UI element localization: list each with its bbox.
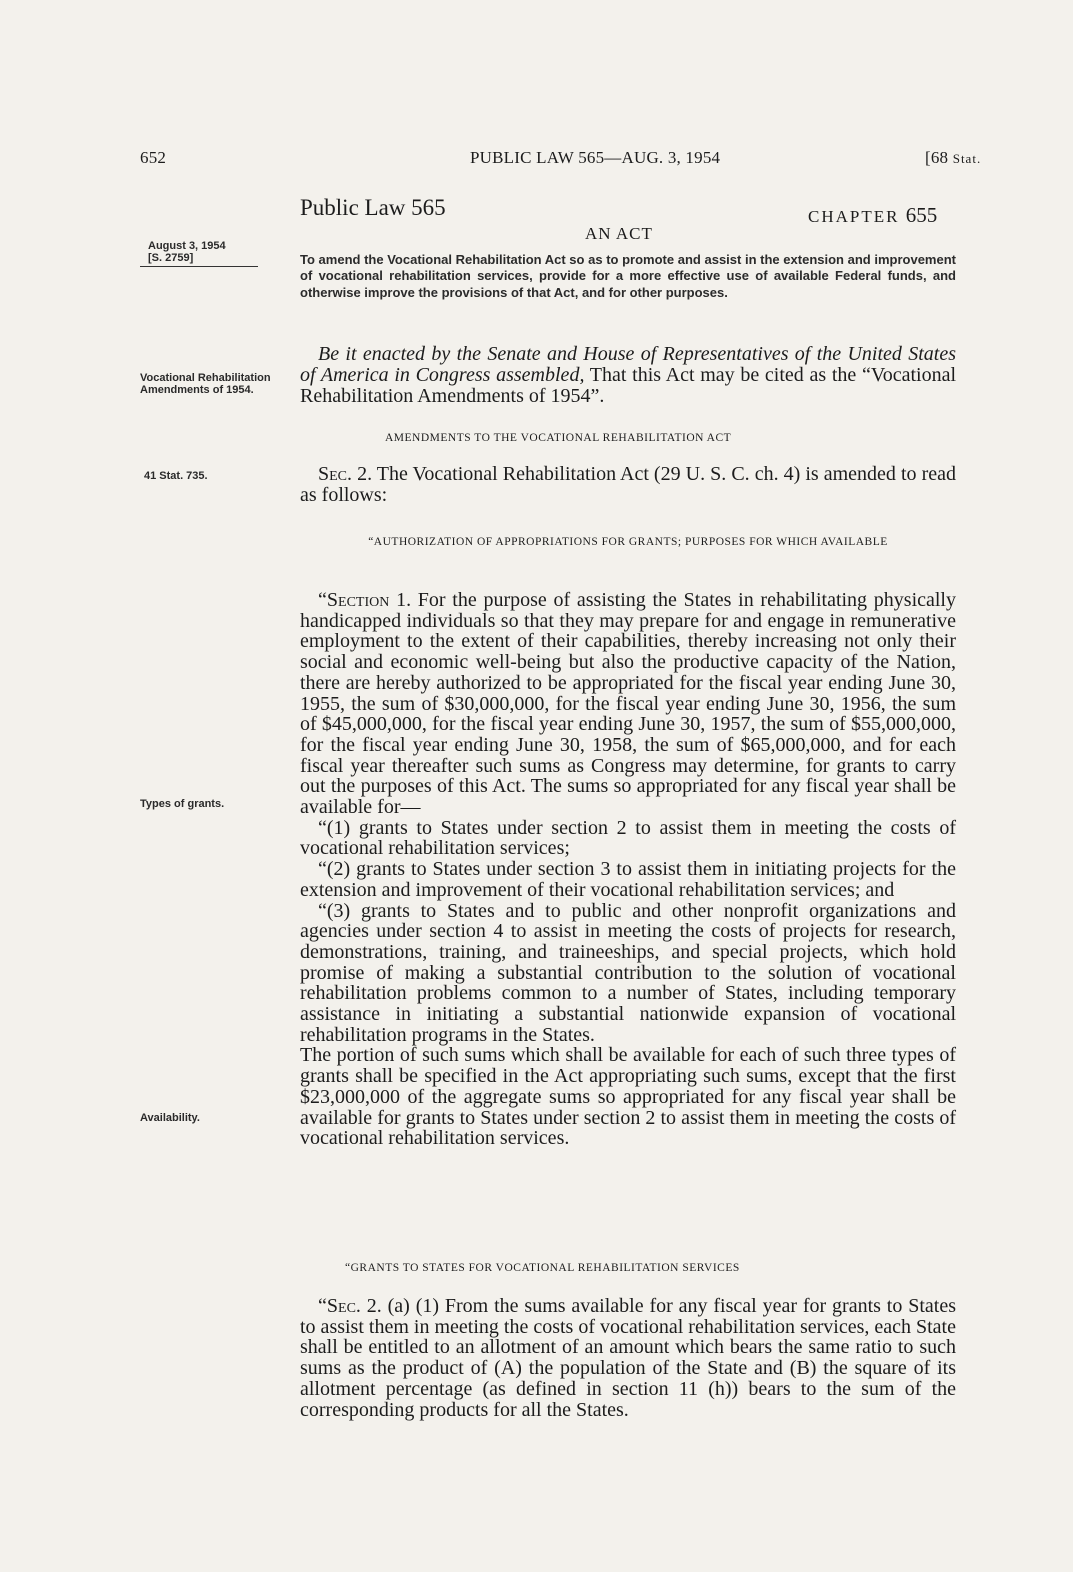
authorization-heading: “AUTHORIZATION OF APPROPRIATIONS FOR GRANTS; PURPOSES FOR WHICH AVAILABLE (368, 536, 888, 548)
section-label: Section (326, 589, 390, 611)
margin-bill-number: [S. 2759] (148, 252, 194, 264)
sec-label: Sec. (318, 463, 353, 485)
margin-availability: Availability. (140, 1112, 200, 1124)
chapter-heading (808, 203, 937, 228)
section-2a-paragraph (300, 1296, 956, 1420)
margin-date: August 3, 1954 (148, 240, 226, 252)
sec-label: Sec. (326, 1295, 361, 1317)
section-2-amending (300, 464, 956, 505)
clause-2: “(2) grants to States under section 3 to assist them in initiating projects for the extension and improvement of their vocational rehabilitation services; and (300, 858, 956, 901)
amendments-heading: AMENDMENTS TO THE VOCATIONAL REHABILITATION ACT (385, 432, 732, 444)
act-long-title: To amend the Vocational Rehabilitation Act so as to promote and assist in the extension and improvement of vocational rehabilitation services, provide for a more effective use of available Federal funds, and otherwise improve the provisions of that Act, and for other purposes. (300, 252, 956, 300)
chapter-label: CHAPTER (808, 207, 900, 226)
clause-3: “(3) grants to States and to public and other nonprofit organizations and agencies under section 4 to assist in meeting the costs of projects for research, demonstrations, training, and traineeships, and special projects, which hold promise of making a substantial contribution to the solution of vocational rehabilitation problems common to a number of States, including temporary assistance in initiating a substantial nationwide expansion of vocational rehabilitation programs in the States. (300, 899, 956, 1046)
enacting-formula: Be it enacted by the Senate and House of Representatives of the United States of America in Congress assembled, (300, 343, 956, 386)
an-act-heading: AN ACT (585, 224, 653, 243)
statute-volume-abbrev: Stat. (952, 151, 982, 166)
open-quote: “ (318, 589, 327, 611)
statute-volume-prefix: [68 (925, 148, 953, 167)
availability-paragraph: The portion of such sums which shall be available for each of such three types of grants shall be specified in the Act appropriating such sums, except that the first $23,000,000 of the aggregate sums so appropriated for any fiscal year shall be available for grants to States under section 2 to assist them in meeting the costs of vocational rehabilitation services. (300, 1044, 956, 1150)
running-title: PUBLIC LAW 565—AUG. 3, 1954 (470, 148, 721, 167)
section-1-block (300, 590, 956, 1149)
statute-volume (925, 148, 981, 168)
margin-stat-citation: 41 Stat. 735. (144, 470, 208, 482)
section-2a-text: 2. (a) (1) From the sums available for any fiscal year for grants to States to assist them in meeting the costs of vocational rehabilitation services, each State shall be entitled to an allotment of an amount which bears the same ratio to such sums as the product of (A) the population of the State and (B) the square of its allotment percentage (as defined in section 11 (h)) bears to the sum of the corresponding products for all the States. (300, 1295, 956, 1421)
public-law-number: Public Law 565 (300, 195, 446, 220)
section-1-paragraph (300, 590, 956, 818)
open-quote: “ (318, 1295, 327, 1317)
section-1-text: 1. For the purpose of assisting the States in rehabilitating physically handicapped individuals so that they may prepare for and engage in remunerative employment to the extent of their capabilities, thereby increasing not only their social and economic well-being but also the productive capacity of the Nation, there are hereby authorized to be appropriated for the fiscal year ending June 30, 1955, the sum of $30,000,000, for the fiscal year ending June 30, 1956, the sum of $45,000,000, for the fiscal year ending June 30, 1957, the sum of $55,000,000, for the fiscal year ending June 30, 1958, the sum of $65,000,000, and for each fiscal year thereafter such sums as Congress may determine, for grants to carry out the purposes of this Act. The sums so appropriated for any fiscal year shall be available for— (300, 589, 956, 819)
margin-short-title: Vocational Rehabilitation Amendments of 1954. (140, 372, 271, 396)
page-number: 652 (140, 148, 167, 167)
margin-types-of-grants: Types of grants. (140, 798, 225, 810)
margin-rule (140, 266, 258, 267)
clause-1: “(1) grants to States under section 2 to assist them in meeting the costs of vocational rehabilitation services; (300, 816, 956, 860)
sec-text: 2. The Vocational Rehabilitation Act (29 U. S. C. ch. 4) is amended to read as follows: (300, 463, 956, 506)
short-title-clause: That this Act may be cited as the “Vocational Rehabilitation Amendments of 1954”. (300, 364, 957, 407)
enacting-clause (300, 344, 956, 407)
chapter-number: 655 (905, 203, 938, 227)
grants-heading: “GRANTS TO STATES FOR VOCATIONAL REHABILITATION SERVICES (345, 1262, 740, 1274)
